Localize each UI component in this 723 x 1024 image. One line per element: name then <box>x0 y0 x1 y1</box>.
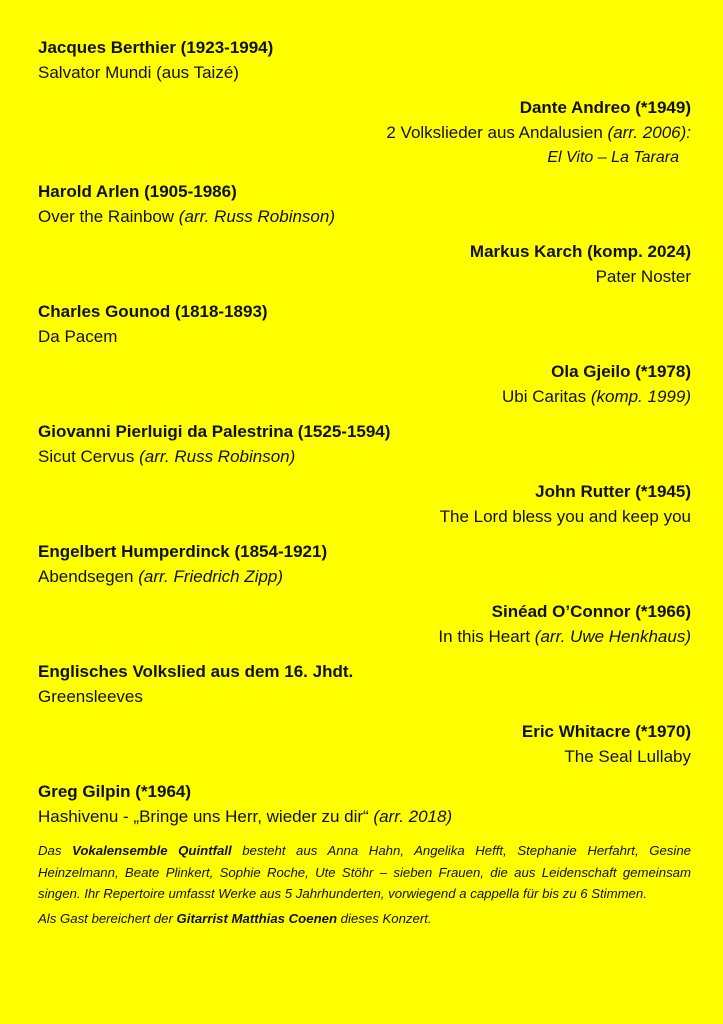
work-title: Sicut Cervus (arr. Russ Robinson) <box>38 447 296 466</box>
program-entry-whitacre <box>38 720 691 770</box>
arrangement-note: (arr. 2018) <box>373 807 453 826</box>
program-entry-rutter <box>38 480 691 530</box>
program-entry-gounod <box>38 300 691 350</box>
program-entry-berthier <box>38 36 691 86</box>
program-entry-oconnor <box>38 600 691 650</box>
work-title: The Lord bless you and keep you <box>439 507 691 526</box>
work-title: Ubi Caritas (komp. 1999) <box>502 387 691 406</box>
composer-name: John Rutter (*1945) <box>535 482 691 501</box>
work-title: 2 Volkslieder aus Andalusien (arr. 2006): <box>386 123 691 142</box>
work-title: Over the Rainbow (arr. Russ Robinson) <box>38 207 335 226</box>
work-title: Salvator Mundi (aus Taizé) <box>38 63 239 82</box>
composer-name: Greg Gilpin (*1964) <box>38 782 192 801</box>
composer-name: Ola Gjeilo (*1978) <box>551 362 691 381</box>
work-title: Hashivenu - „Bringe uns Herr, wieder zu dir“ (arr. 2018) <box>38 807 453 826</box>
work-title: Da Pacem <box>38 327 118 346</box>
program-entry-humperdinck <box>38 540 691 590</box>
composer-name: Giovanni Pierluigi da Palestrina (1525-1594) <box>38 422 391 441</box>
program-entry-gjeilo <box>38 360 691 410</box>
guest-paragraph: Als Gast bereichert der Gitarrist Matthias Coenen dieses Konzert. <box>38 910 432 926</box>
arrangement-note: (arr. Russ Robinson) <box>178 207 335 226</box>
composer-name: Jacques Berthier (1923-1994) <box>38 38 274 57</box>
program-entry-arlen <box>38 180 691 230</box>
program-entry-andreo <box>38 96 691 170</box>
composer-name: Markus Karch (komp. 2024) <box>469 242 691 261</box>
work-title: Pater Noster <box>595 267 691 286</box>
arrangement-note: (komp. 1999) <box>590 387 691 406</box>
arrangement-note: (arr. Russ Robinson) <box>139 447 296 466</box>
arrangement-note: (arr. Friedrich Zipp) <box>138 567 284 586</box>
ensemble-paragraph: Das Vokalensemble Quintfall besteht aus Anna Hahn, Angelika Hefft, Stephanie Herfahrt, Gesine Heinzelmann, Beate Plinkert, Sophie Roche, Ute Stöhr – sieben Frauen, die aus Leidenschaft gemeinsam singen. Ihr Repertoire umfasst Werke aus 5 Jahrhunderten, vorwiegend a cappella für bis zu 6 Stimmen. <box>38 843 691 901</box>
composer-name: Harold Arlen (1905-1986) <box>38 182 237 201</box>
arrangement-note: (arr. Uwe Henkhaus) <box>534 627 691 646</box>
work-subtitle: El Vito – La Tarara <box>547 149 679 166</box>
work-title: In this Heart (arr. Uwe Henkhaus) <box>438 627 691 646</box>
composer-name: Charles Gounod (1818-1893) <box>38 302 268 321</box>
guest-name: Gitarrist Matthias Coenen <box>176 910 338 926</box>
composer-name: Sinéad O’Connor (*1966) <box>491 602 691 621</box>
program-entry-volkslied <box>38 660 691 710</box>
composer-name: Eric Whitacre (*1970) <box>521 722 691 741</box>
program-entry-gilpin <box>38 780 691 830</box>
work-title: Greensleeves <box>38 687 143 706</box>
composer-name: Dante Andreo (*1949) <box>519 98 691 117</box>
composer-name: Englisches Volkslied aus dem 16. Jhdt. <box>38 662 354 681</box>
ensemble-name: Vokalensemble Quintfall <box>72 843 232 858</box>
ensemble-description <box>38 840 691 929</box>
program-entry-karch <box>38 240 691 290</box>
composer-name: Engelbert Humperdinck (1854-1921) <box>38 542 328 561</box>
arrangement-note: (arr. 2006): <box>607 123 691 142</box>
program-entry-palestrina <box>38 420 691 470</box>
work-title: Abendsegen (arr. Friedrich Zipp) <box>38 567 284 586</box>
work-title: The Seal Lullaby <box>564 747 691 766</box>
